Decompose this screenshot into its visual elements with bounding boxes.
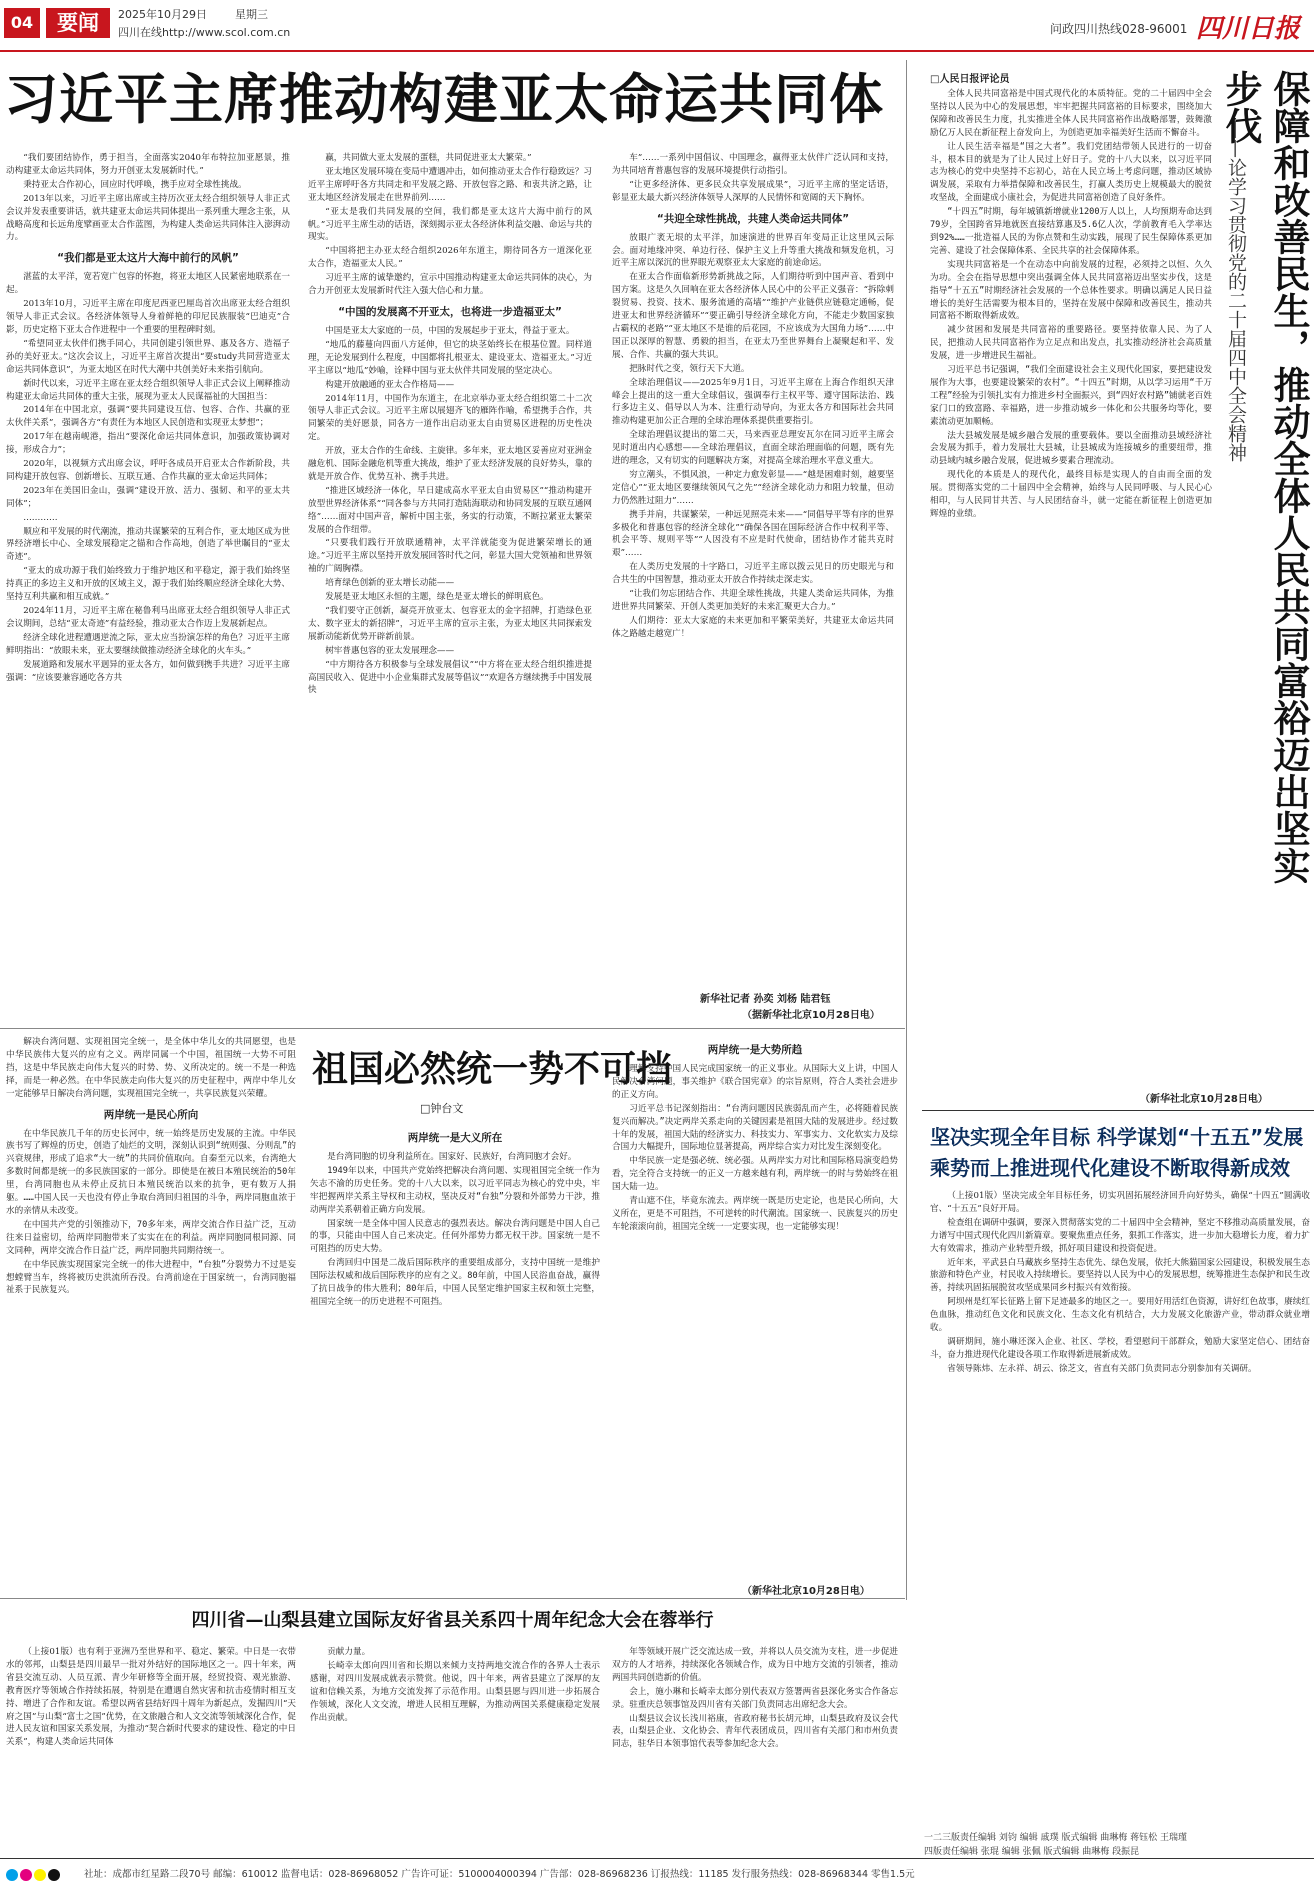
lead-headline: 习近平主席推动构建亚太命运共同体 [4, 68, 884, 131]
paragraph: 让人民生活幸福是“国之大者”。我们党团结带领人民进行的一切奋斗，根本目的就是为了让人民过上好日子。党的十八大以来，以习近平同志为核心的党中央坚持不忘初心，站在人民立场上考虑问题，推动区域协调发展，采取有力举措保障和改善民生，打赢人类历史上规模最大的脱贫攻坚战，全面建成小康社会，为促进共同富裕创造了良好条件。 [930, 141, 1212, 204]
paragraph: 亚太地区发展环境在变局中遭遇冲击，如何推动亚太合作行稳致远？习近平主席呼吁各方共同走和平发展之路、开放包容之路、和衷共济之路，让亚太地区经济发展走在世界前列…… [308, 166, 592, 203]
lead-column-1 [6, 152, 290, 1022]
footer-address: 社址：成都市红星路二段70号 邮编：610012 监督电话：028-86968052 广告许可证：5100004000394 广告部：028-86968236 订报热线：11185 发行服务热线：028-86968344 零售1.5元 [84, 1869, 915, 1880]
paragraph: 法大县城发展是城乡融合发展的重要载体。要以全面推动县域经济社会发展为抓手，着力发展壮大县城，让县城成为连接城乡的重要纽带，推动县域内城乡融合发展，促进城乡要素合理流动。 [930, 430, 1212, 467]
rule-lead-bottom [0, 1028, 905, 1029]
paragraph: 近年来，平武县白马藏族乡坚持生态优先、绿色发展，依托大熊猫国家公园建设，积极发展生态旅游和特色产业，村民收入持续增长。要坚持以人民为中心的发展思想，统筹推进生态保护和民生改善，持续巩固拓展脱贫攻坚成果同乡村振兴有效衔接。 [930, 1257, 1310, 1294]
paragraph: 阿坝州是红军长征路上留下足迹最多的地区之一。要用好用活红色资源，讲好红色故事，赓续红色血脉，推动红色文化和民族文化、生态文化有机结合，大力发展文化旅游产业，带动群众就业增收。 [930, 1297, 1310, 1334]
paragraph: 理解支持中国人民完成国家统一的正义事业。从国际大义上讲，中国人民解决台湾问题，事关维护《联合国宪章》的宗旨原则，符合人类社会进步的正义方向。 [612, 1064, 898, 1100]
reunify-byline: □钟台文 [420, 1102, 464, 1115]
paragraph: 长崎幸太郎向四川省和长期以来倾力支持两地交流合作的各界人士表示感谢，对四川发展成就表示赞赏。他说，四十年来，两省县建立了深厚的友谊和信赖关系，为地方交流发挥了示范作用。山梨县愿与四川进一步拓展合作领域，深化人文交流，增进人民相互理解，为推动两国关系健康稳定发展作出贡献。 [310, 1660, 600, 1723]
paragraph: 发展道路和发展水平迥异的亚太各方，如何做到携手共进？习近平主席强调：“应该要兼容通吃各方共 [6, 659, 290, 683]
paragraph: 台湾回归中国是二战后国际秩序的重要组成部分，支持中国统一是维护国际法权威和战后国际秩序的应有之义。80年前，中国人民浴血奋战，赢得了抗日战争的伟大胜利；80年后，中国人民坚定维护国家主权和领土完整，祖国完全统一的历史进程不可阻挡。 [310, 1258, 600, 1307]
hotline: 问政四川热线028-96001 [1050, 22, 1188, 36]
paragraph: 2020年，以视频方式出席会议，呼吁各成员开启亚太合作新阶段，共同构建开放包容、创新增长、互联互通、合作共赢的亚太命运共同体； [6, 459, 290, 482]
paragraph: 2014年在中国北京，强调“要共同建设互信、包容、合作、共赢的亚太伙伴关系”，强调各方“有责任为本地区人民创造和实现亚太梦想”； [6, 405, 290, 429]
paragraph: “十四五”时期，每年城镇新增就业1200万人以上，人均预期寿命达到79岁，全国跨省异地就医直接结算惠及5.6亿人次，学前教育毛入学率达到92%……一批造福人民的为你点赞和生动实践，展现了民生保障体系更加完善、建设了社会保障体系、全民共享的社会保障体系。 [930, 207, 1212, 256]
paragraph: 穷立潮头，不惧风浪，一种定力愈发彰显——“越是困难时刻，越要坚定信心”“亚太地区要继续领风气之先”“经济全球化动力和阻力较量，但动力仍然胜过阻力”…… [612, 469, 894, 506]
paragraph: 省领导陈炜、左永祥、胡云、徐芝文，省直有关部门负责同志分别参加有关调研。 [947, 1363, 1257, 1374]
paragraph: 中华民族一定是强必统、统必强。从两岸实力对比和国际格局演变趋势看，完全符合支持统一的正义一方越来越有利，两岸统一的时与势始终在祖国大陆一边。 [612, 1156, 898, 1193]
paragraph: “只要我们践行开放联通精神，太平洋就能变为促进繁荣增长的通途。”习近平主席以坚持开放发展回答时代之问，彰显大国大党领袖和世界领袖的广阔胸襟。 [308, 538, 592, 575]
reunify-column-3 [612, 1036, 898, 1576]
paragraph: “让更多经济体、更多民众共享发展成果”，习近平主席的坚定话语，彰显亚太最大新兴经济体领导人深厚的人民情怀和宽阔的天下胸怀。 [612, 179, 894, 203]
footer-rule [0, 1858, 1314, 1859]
commentary-source: （新华社北京10月28日电） [1140, 1094, 1268, 1105]
paragraph: 2013年10月，习近平主席在印度尼西亚巴厘岛首次出席亚太经合组织领导人非正式会议。各经济体领导人身着鲜艳的印尼民族服装“巴迪克”合影，历史定格下亚太合作进程中一个重要的里程碑时刻。 [6, 299, 290, 335]
paragraph: “希望同亚太伙伴们携手同心，共同创建引领世界、惠及各方、造福子孙的美好亚太。”这次会议上，习近平主席首次提出“要study共同营造亚太命运共同体意识”，为亚太地区在时代大潮中共创美好未来指引航向。 [6, 338, 290, 375]
paragraph: 在亚太合作面临新形势新挑战之际，人们期待听到中国声音、看到中国方案。这是久久回响在亚太各经济体人民心中的公平正义强音：“拆除刺裂贸易、投资、技术、服务流通的高墙”“维护产业链供应链稳定通畅，促进亚太和世界经济循环”“要正确引导经济全球化方向，不能走少数国家独占霸权的老路”“亚太地区不是谁的后花园，不应该成为大国角力场”……中国正以深厚的智慧、勇毅的担当，在亚太乃至世界舞台上凝聚起和平、发展、合作、共赢的强大共识。 [612, 272, 894, 360]
paragraph: “地瓜的藤蔓向四面八方延伸，但它的块茎始终长在根基位置。同样道理，无论发展到什么程度，中国都将扎根亚太、建设亚太、造福亚太。”习近平主席以“地瓜”妙喻，诠释中国与亚太伙伴共同发展的坚定决心。 [308, 339, 592, 376]
paragraph: “我们要守正创新，凝亮开放亚太、包容亚太的金字招牌，打造绿色亚太、数字亚太的新招牌”，习近平主席的宣示主张，为亚太地区共同探索发展新动能新优势开辟新前景。 [308, 606, 592, 642]
paragraph: “亚太是我们共同发展的空间，我们都是亚太这片大海中前行的风帆。”习近平主席生动的话语，深刻揭示亚太各经济体利益交融、命运与共的现实。 [308, 206, 592, 243]
paragraph: 构建开放融通的亚太合作格局—— [325, 379, 455, 390]
paragraph: 习近平总书记强调，“我们全面建设社会主义现代化国家，要把建设发展作为大事，也要建设繁荣的农村”。“十四五”时期，从以学习运用“千万工程”经验为引领扎实有力推进乡村全面振兴，到“四好农村路”铺就老百姓家门口的致富路、幸福路，进一步推动城乡一体化和公共服务均等化，要素流动更加顺畅。 [930, 365, 1212, 427]
paragraph: 开放，亚太合作的生命线、主旋律。多年来，亚太地区妥善应对亚洲金融危机、国际金融危机等重大挑战，维护了亚太经济发展的良好势头，靠的就是开放合作、优势互补、携手共进。 [308, 446, 592, 482]
reunify-subhead-3: 两岸统一是大势所趋 [707, 1044, 803, 1056]
swatch-cyan [6, 1869, 18, 1881]
color-swatches [6, 1866, 60, 1885]
paragraph: 发展是亚太地区永恒的主题，绿色是亚太增长的鲜明底色。 [325, 592, 549, 603]
paragraph: 经济全球化进程遭遇逆流之际，亚太应当扮演怎样的角色？习近平主席鲜明指出：“放眼未来，亚太要继续做推动经济全球化的火车头。” [6, 632, 290, 656]
bottom-column-2 [310, 1646, 600, 1846]
reunify-source: （新华社北京10月28日电） [742, 1586, 870, 1597]
paragraph: 1949年以来，中国共产党始终把解决台湾问题、实现祖国完全统一作为矢志不渝的历史任务。党的十八大以来，以习近平同志为核心的党中央，牢牢把握两岸关系主导权和主动权，坚决反对“台独”分裂和外部势力干涉，推动两岸关系朝着正确方向发展。 [310, 1165, 600, 1215]
paragraph: 人们期待：亚太大家庭的未来更加和平繁荣美好，共建亚太命运共同体之路越走越宽广！ [612, 615, 894, 639]
paragraph: “推进区域经济一体化，早日建成高水平亚太自由贸易区”“推动构建开放型世界经济体系”“同各参与方共同打造陆海联动和协同发展的互联互通网络”……面对中国声音，解析中国主张，务实的行动策，不断拉紧亚太繁荣发展的合作纽带。 [308, 485, 592, 535]
commentary-headline-text: 保障和改善民生，推动全体人民共同富裕迈出坚实步伐 [1219, 70, 1310, 884]
right-story-body [930, 1190, 1310, 1850]
paragraph: 顺应和平发展的时代潮流，推动共谋繁荣的互利合作，亚太地区成为世界经济增长中心、全球发展稳定之锚和合作高地，创造了举世瞩目的“亚太奇迹”。 [6, 526, 290, 563]
commentary-subhead [1220, 120, 1250, 720]
lead-subhead-3: “共迎全球性挑战，共建人类命运共同体” [656, 212, 850, 225]
lead-subhead-2: “中国的发展离不开亚太，也将进一步造福亚太” [338, 305, 562, 318]
site-url: 四川在线http://www.scol.com.cn [118, 26, 291, 39]
paragraph: 检查组在调研中强调，要深入贯彻落实党的二十届四中全会精神，坚定不移推动高质量发展，奋力谱写中国式现代化四川新篇章。要聚焦重点任务，狠抓工作落实，进一步加大稳增长力度，着力扩大有效需求，推动产业转型升级，抓好项目建设和投资促进。 [930, 1217, 1310, 1254]
paragraph: 青山遮不住，毕竟东流去。两岸统一既是历史定论，也是民心所向，大义所在，更是不可阻挡，不可逆转的时代潮流。国家统一、民族复兴的历史车轮滚滚向前，祖国完全统一一定要实现，也一定能够实现！ [612, 1196, 898, 1232]
issue-weekday: 星期三 [235, 8, 268, 21]
paragraph: 2014年11月，中国作为东道主，在北京举办亚太经合组织第二十二次领导人非正式会议。习近平主席以展翅齐飞的雁阵作喻，希望携手合作，共同繁荣的美好愿景，同各方一道作出启动亚太自由贸易区进程的历史性决定。 [308, 393, 592, 443]
paragraph: 放眼广袤无垠的太平洋，加速演进的世界百年变局正让这里风云际会。面对地缘冲突、单边行径、保护主义上升等重大挑战和频发危机，习近平主席以深沉的世界眼光观察亚太大家庭的前途命运。 [612, 232, 894, 269]
paragraph: 2024年11月，习近平主席在秘鲁利马出席亚太经合组织领导人非正式会议期间，总结“亚太奇迹”有益经验，推动亚太合作迈上发展新起点。 [6, 606, 290, 629]
reunify-column-1 [6, 1036, 296, 1596]
paragraph: 现代化的本质是人的现代化，最终目标是实现人的自由而全面的发展。贯彻落实党的二十届四中全会精神，始终与人民同呼吸、与人民心心相印，与人民同甘共苦、与人民团结奋斗，就一定能在新征程上创造更加辉煌的业绩。 [930, 470, 1212, 519]
paragraph: 全球治理倡议提出的第二天，马来西亚总理安瓦尔在同习近平主席会见时道出内心感想——全球治理倡议，直面全球治理面临的问题，既有先进的理念，又有切实的问题解决方案，对提高全球治理水平意义重大。 [612, 430, 894, 467]
lead-column-2 [308, 152, 592, 1022]
masthead-logo: 四川日报 [1196, 14, 1301, 44]
paragraph: 减少贫困和发展是共同富裕的重要路径。要坚持依靠人民、为了人民，把推动人民共同富裕作为立足点和出发点，扎实推动经济社会高质量发展，进一步增进民生福祉。 [930, 325, 1212, 362]
rule-lead-right [906, 60, 907, 1600]
footer-editors-2: 四版责任编辑 张琨 编辑 张佩 版式编辑 曲琳梅 段振昆 [924, 1847, 1140, 1857]
page-number: 04 [4, 8, 40, 38]
paragraph: 把脉时代之变，领行天下大道。 [629, 363, 750, 374]
paragraph: 2017年在越南岘港，指出“要深化命运共同体意识，加强政策协调对接，形成合力”； [6, 432, 290, 456]
paragraph: 湛蓝的太平洋，宽若宽广包容的怀抱，将亚太地区人民紧密地联系在一起。 [6, 272, 290, 296]
page-header [0, 0, 1314, 56]
lead-column-3 [612, 152, 894, 982]
bottom-column-1 [6, 1646, 296, 1846]
paragraph: 贡献力量。 [327, 1647, 371, 1657]
paragraph: 实现共同富裕是一个在动态中向前发展的过程，必须持之以恒、久久为功。全会在指导思想中突出强调全体人民共同富裕迈出坚实步伐，这是指导“十五五”时期经济社会发展的一个总体性要求。明确以满足人民日益增长的美好生活需要为根本目的，坚持在发展中保障和改善民生，推动共同富裕不断取得新成效。 [930, 259, 1212, 322]
swatch-yellow [34, 1869, 46, 1881]
paragraph: 是台湾同胞的切身利益所在。国家好、民族好，台湾同胞才会好。 [327, 1152, 577, 1162]
paragraph: 解决台湾问题、实现祖国完全统一，是全体中华儿女的共同愿望，也是中华民族伟大复兴的应有之义。两岸同属一个中国，祖国统一大势不可阻挡，这是中华民族走向伟大复兴的时势、势、义所决定的。统一不是一种选择，而是一种必然。在中华民族走向伟大复兴的历史征程中，两岸中华儿女一定能够早日解决台湾问题，实现祖国完全统一，共享民族复兴荣耀。 [6, 1037, 296, 1099]
paragraph: （上接01版）也有利于亚洲乃至世界和平、稳定、繁荣。中日是一衣带水的邻邦，山梨县是四川最早一批对外结好的国际地区之一。四十年来，两省县交流互动、人员互派、青少年研修等全面开展，经贸投资、观光旅游、教育医疗等领域合作持续拓展，特别是在遭遇自然灾害和抗击疫情时相互支持、增进了合作和友谊。希望以两省县结好四十周年为新起点，发掘四川“天府之国”与山梨“富士之国”优势，在文旅融合和人文交流等领域深化合作，促进人民友谊和国家关系发展，为推动“契合新时代要求的建设性、稳定的中日关系”，构建人类命运共同体 [6, 1647, 296, 1748]
paragraph: “中国将把主办亚太经合组织2026年东道主，期待同各方一道深化亚太合作，造福亚太人民。” [308, 246, 592, 270]
lead-byline: 新华社记者 孙奕 刘杨 陆君钰 [700, 994, 831, 1005]
paragraph: 习近平主席的诚挚邀约，宣示中国推动构建亚太命运共同体的决心，为合力开创亚太发展新时代注入强大信心和力量。 [308, 273, 592, 297]
paragraph: 2023年在美国旧金山，强调“建设开放、活力、强韧、和平的亚太共同体”； [6, 485, 290, 509]
reunify-headline: 祖国必然统一势不可挡 [312, 1049, 673, 1090]
paragraph: 新时代以来，习近平主席在亚太经合组织领导人非正式会议上阐释推动构建亚太命运共同体的重大主张，展现为亚太人民谋福祉的大国担当： [6, 378, 290, 402]
paragraph: 年等领域开展广泛交流达成一致，并将以人员交流为支柱，进一步促进双方的人才培养，持续深化各领域合作，成为日中地方交流的引领者，推动两国共同创造新的价值。 [612, 1647, 898, 1683]
paragraph: 在人类历史发展的十字路口，习近平主席以拨云见日的历史眼光与和合共生的中国智慧，推动亚太开放合作持续走深走实。 [612, 562, 894, 586]
paragraph: 调研期间，施小琳还深入企业、社区、学校，看望慰问干部群众，勉励大家坚定信心、团结奋斗，奋力推进现代化建设各项工作取得新进展新成效。 [930, 1336, 1310, 1360]
paragraph: 2013年以来，习近平主席出席或主持历次亚太经合组织领导人非正式会议并发表重要讲话，就共建亚太命运共同体提出一系列重大理念主张，从战略高度和长远角度擘画亚太合作蓝图，为构建人类命运共同体注入澎湃动力。 [6, 193, 290, 243]
paragraph: “我们要团结协作，勇于担当，全面落实2040年布特拉加亚愿景，推动构建亚太命运共同体，努力开创亚太发展新时代。” [6, 153, 290, 176]
section-name: 要闻 [46, 8, 110, 38]
paragraph: 培育绿色创新的亚太增长动能—— [325, 578, 455, 589]
paragraph: 全体人民共同富裕是中国式现代化的本质特征。党的二十届四中全会坚持以人民为中心的发展思想，牢牢把握共同富裕的目标要求，围绕加大保障和改善民生力度，扎实推进全体人民共同富裕作出战略部署，鼓舞激励亿万人民在新征程上奋发向上，为创造更加幸福美好生活而不懈奋斗。 [930, 89, 1212, 138]
rule-bottom-top [0, 1598, 905, 1599]
swatch-magenta [20, 1869, 32, 1881]
paragraph: （上接01版）坚决完成全年目标任务，切实巩固拓展经济回升向好势头，确保“十四五”圆满收官、“十五五”良好开局。 [930, 1191, 1310, 1214]
paragraph: “让我们勿忘团结合作、共迎全球性挑战，共建人类命运共同体，为推进世界共同繁荣、开创人类更加美好的未来汇聚更大合力。” [612, 589, 894, 612]
rule-right-mid [922, 1110, 1314, 1111]
paragraph: ………… [23, 512, 58, 523]
paragraph: 全球治理倡议——2025年9月1日，习近平主席在上海合作组织天津峰会上提出的这一重大全球倡议，强调奉行主权平等、遵守国际法治、践行多边主义、倡导以人为本、注重行动导向，为亚太各方和国际社会共同推动构建更加公正合理的全球治理体系提供重要指引。 [612, 377, 894, 427]
paragraph: 习近平总书记深刻指出：“台湾问题因民族弱乱而产生，必将随着民族复兴而解决。”决定两岸关系走向的关键因素是祖国大陆的发展进步。经过数十年的发展，祖国大陆的经济实力、科技实力、军事实力、文化软实力及综合国力大幅提升，国际地位显著提高，两岸综合实力对比发生深刻变化。 [612, 1103, 898, 1153]
header-rule [0, 50, 1314, 52]
lead-source: （据新华社北京10月28日电） [742, 1010, 880, 1021]
reunify-column-2 [310, 1124, 600, 1596]
swatch-black [48, 1869, 60, 1881]
paragraph: 在中国共产党的引领推动下，70多年来，两岸交流合作日益广泛，互动往来日益密切，给两岸同胞带来了实实在在的利益。两岸同胞同根同源、同文同种，两岸交流合作日益广泛，两岸同胞共同期待统一。 [6, 1219, 296, 1256]
commentary-subhead-text: ——论学习贯彻党的二十届四中全会精神 [1225, 120, 1247, 462]
footer-editors: 一二三版责任编辑 刘钧 编辑 戚璞 版式编辑 曲琳梅 蒋钰松 王瑞瑾 [924, 1833, 1188, 1843]
issue-date: 2025年10月29日 [118, 8, 207, 21]
paragraph: 在中华民族实现国家完全统一的伟大进程中，“台独”分裂势力不过是妄想螳臂当车，终将被历史洪流所吞没。台湾前途在于国家统一，台湾同胞福祉系于民族复兴。 [6, 1259, 296, 1296]
reunify-subhead-1: 两岸统一是民心所向 [103, 1108, 199, 1121]
paragraph: 赢，共同做大亚太发展的蛋糕，共同促进亚太大繁荣。” [325, 153, 532, 163]
paragraph: 车”……一系列中国倡议、中国理念，赢得亚太伙伴广泛认同和支持，为共同培育普惠包容的发展环境提供行动指引。 [612, 153, 894, 176]
reunify-subhead-2: 两岸统一是大义所在 [407, 1132, 503, 1144]
paragraph: 国家统一是全体中国人民意志的强烈表达。解决台湾问题是中国人自己的事，只能由中国人自己来决定。任何外部势力都无权干涉。国家统一是不可阻挡的历史大势。 [310, 1218, 600, 1255]
paragraph: 树牢普惠包容的亚太发展理念—— [325, 645, 455, 656]
paragraph: 携手并肩，共谋繁荣，一种远见照亮未来——“同倡导平等有序的世界多极化和普惠包容的经济全球化”“确保各国在国际经济合作中权利平等、机会平等、规则平等”“人因没有不应是时代使命，团结协作才能共克时艰”…… [612, 509, 894, 559]
paragraph: “亚太的成功源于我们始终致力于维护地区和平稳定，源于我们始终坚持真正的多边主义和开放的区域主义，源于我们始终顺应经济全球化大势、坚持互利共赢和相互成就。” [6, 566, 290, 603]
paragraph: “中方期待各方积极参与全球发展倡议”“中方将在亚太经合组织推进提高国民收入、促进中小企业集群式发展等倡议”“欢迎各方继续携手中国发展快 [308, 659, 592, 696]
bottom-column-3 [612, 1646, 898, 1846]
lead-subhead-1: “我们都是亚太这片大海中前行的风帆” [57, 252, 239, 265]
paragraph: 山梨县议会议长浅川裕康，省政府秘书长胡元坤，山梨县政府及议会代表，山梨县企业、文化协会、青年代表团成员，四川省有关部门和市州负责同志，驻华日本领事馆代表等参加纪念大会。 [612, 1713, 898, 1750]
paragraph: 中国是亚太大家庭的一员，中国的发展起步于亚太，得益于亚太。 [325, 325, 575, 336]
paragraph: 秉持亚太合作初心，回应时代呼唤，携手应对全球性挑战。 [23, 179, 247, 190]
paragraph: 在中华民族几千年的历史长河中，统一始终是历史发展的主流。中华民族书写了辉煌的历史，创造了灿烂的文明，深刻认识到“统则强、分则乱”的兴衰规律，形成了追求“大一统”的共同价值取向。自秦至元以来，台湾绝大多数时间都是统一的多民族国家的一部分。即使是在被日本殖民统治的50年里，台湾同胞也从未停止反抗日本殖民统治以来的抗争，更有数万人捐躯。……中国人民一天也没有停止争取台湾回归祖国的斗争，两岸同胞血浓于水的亲情从未改变。 [6, 1128, 296, 1216]
bottom-story-headline: 四川省—山梨县建立国际友好省县关系四十周年纪念大会在蓉举行 [191, 1610, 714, 1631]
right-story-headline: 坚决实现全年目标 科学谋划“十五五”发展 乘势而上推进现代化建设不断取得新成效 [930, 1125, 1304, 1180]
paragraph: 会上，施小琳和长崎幸太郎分别代表双方签署两省县深化务实合作备忘录。驻重庆总领事馆及四川省有关部门负责同志出席纪念大会。 [612, 1686, 898, 1710]
commentary-body [930, 88, 1212, 1098]
commentary-label: □人民日报评论员 [930, 74, 1010, 85]
